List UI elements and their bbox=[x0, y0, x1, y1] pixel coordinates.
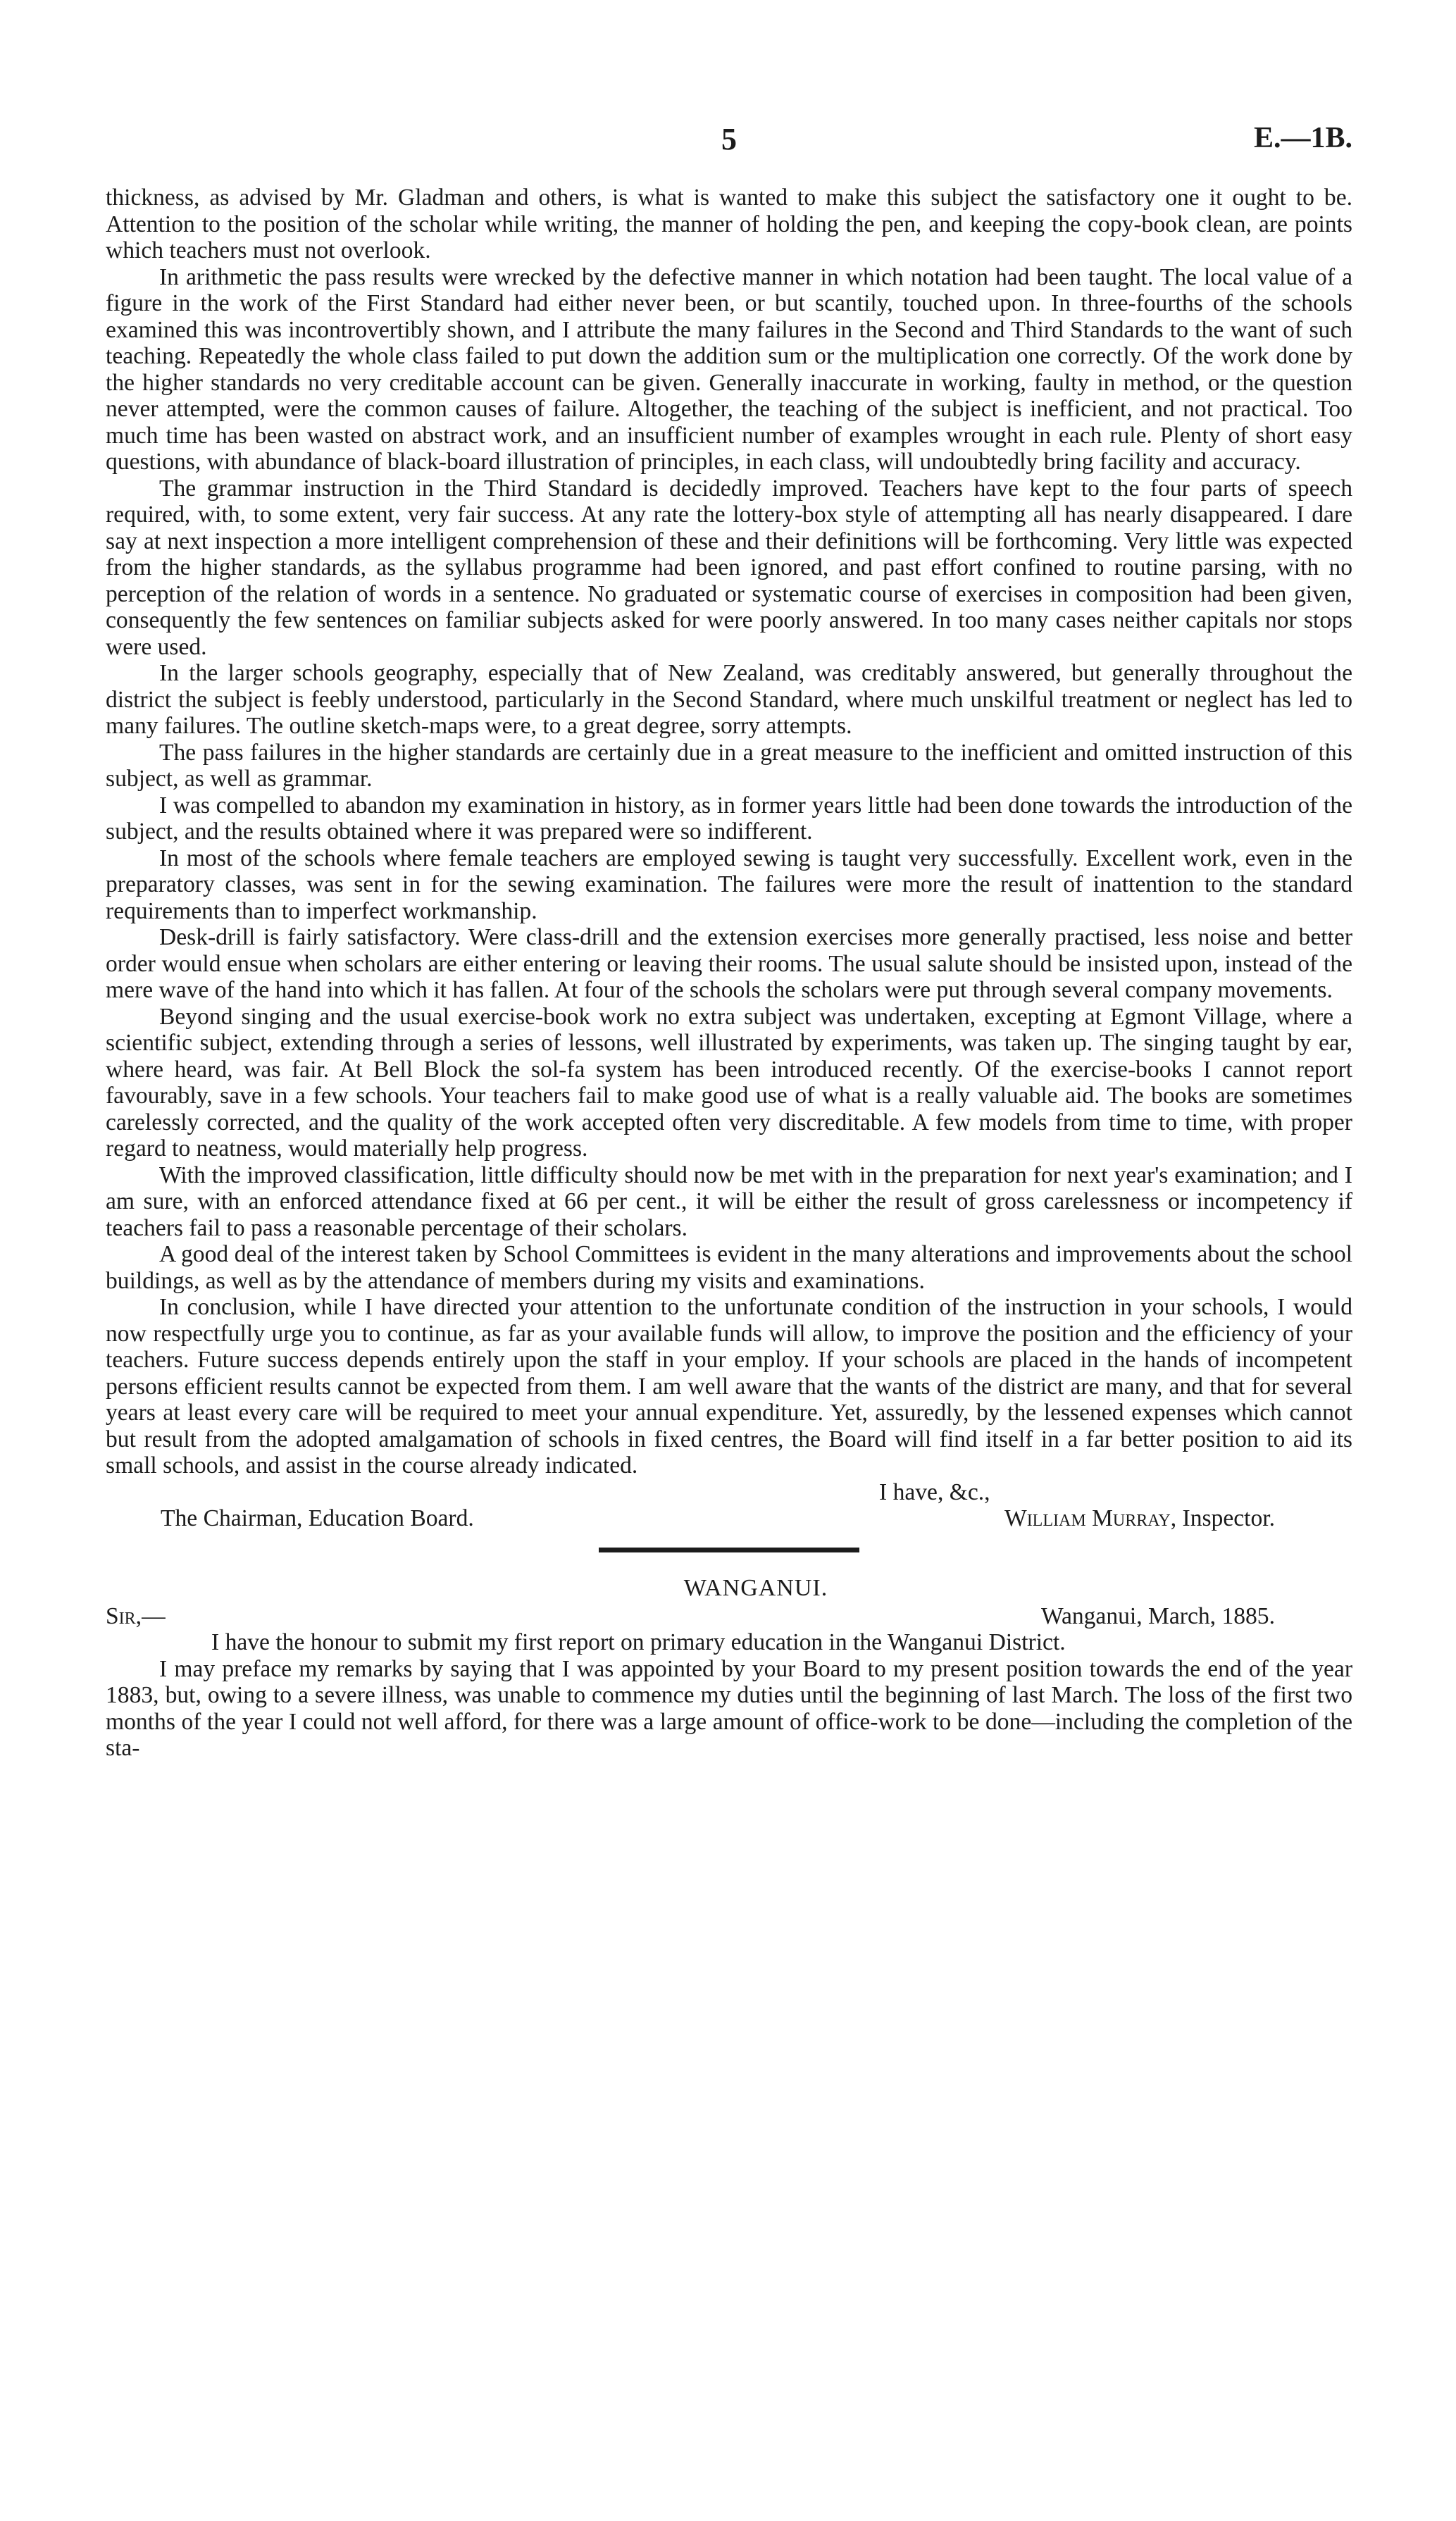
salutation: Sir,— bbox=[106, 1602, 166, 1629]
signature-name: William Murray bbox=[1004, 1505, 1171, 1531]
paragraph-history: I was compelled to abandon my examination in history, as in former years little had been done towards the introduction of the subject, and the results obtained where it was prepared were so indifferent. bbox=[106, 792, 1352, 845]
letter-opening bbox=[106, 1603, 1352, 1630]
section-divider bbox=[599, 1548, 859, 1552]
paragraph-wanganui-preface: I may preface my remarks by saying that I was appointed by your Board to my present position towards the end of the year 1883, but, owing to a severe illness, was unable to commence my duties until the beginning of last March. The loss of the first two months of the year I could not well afford, for there was a large amount of office-work to be done—including the completion of the sta- bbox=[106, 1655, 1352, 1761]
paragraph-arithmetic: In arithmetic the pass results were wrecked by the defective manner in which notation had been taught. The local value of a figure in the work of the First Standard had either never been, or but scantily, touched upon. In three-fourths of the schools examined this was incontrovertibly shown, and I attribute the many failures in the Second and Third Standards to the want of such teaching. Repeatedly the whole class failed to put down the addition sum or the multiplication one correctly. Of the work done by the higher standards no very creditable account can be given. Generally inaccurate in working, faulty in method, or the question never attempted, were the common causes of failure. Altogether, the teaching of the subject is inefficient, and not practical. Too much time has been wasted on abstract work, and an insufficient number of examples wrought in each rule. Plenty of short easy questions, with abundance of black-board illustration of principles, in each class, will undoubtedly bring facility and accuracy. bbox=[106, 263, 1352, 475]
paragraph-conclusion: In conclusion, while I have directed your attention to the unfortunate condition of the instruction in your schools, I would now respectfully urge you to continue, as far as your available funds will allow, to improve the position and the efficiency of your teachers. Future success depends entirely upon the staff in your employ. If your schools are placed in the hands of incompetent persons efficient results cannot be expected from them. I am well aware that the wants of the district are many, and that for several years at least every care will be required to meet your annual expenditure. Yet, assuredly, by the lessened expenses which cannot but result from the adopted amalgamation of schools in fixed centres, the Board will find itself in a far better position to aid its small schools, and assist in the course already indicated. bbox=[106, 1294, 1352, 1479]
closing-salutation: I have, &c., bbox=[879, 1479, 990, 1505]
paragraph-committees: A good deal of the interest taken by School Committees is evident in the many alterations and improvements about the school buildings, as well as by the attendance of members during my visits and examinations. bbox=[106, 1241, 1352, 1294]
addressee: The Chairman, Education Board. bbox=[161, 1505, 474, 1531]
paragraph-extra-subjects: Beyond singing and the usual exercise-book work no extra subject was undertaken, excepting at Egmont Village, where a scientific subject, extending through a series of lessons, well illustrated by experiments, was taken up. The singing taught by ear, where heard, was fair. At Bell Block the sol-fa system has been introduced recently. Of the exercise-books I cannot report favourably, save in a few schools. Your teachers fail to make good use of what is a really valuable aid. The books are sometimes carelessly corrected, and the quality of the work accepted often very discreditable. A few models from time to time, with proper regard to neatness, would materially help progress. bbox=[106, 1003, 1352, 1162]
place-date: Wanganui, March, 1885. bbox=[1040, 1602, 1275, 1629]
page-header bbox=[106, 121, 1352, 163]
signature-title: , Inspector. bbox=[1170, 1505, 1275, 1531]
paragraph-grammar: The grammar instruction in the Third Standard is decidedly improved. Teachers have kept to the four parts of speech required, with, to some extent, very fair success. At any rate the lottery-box style of attempting all has nearly disappeared. I dare say at next inspection a more intelligent comprehension of these and their definitions will be forthcoming. Very little was expected from the higher standards, as the syllabus programme had been ignored, and past effort confined to routine parsing, with no perception of the relation of words in a sentence. No graduated or systematic course of exercises in composition had been given, consequently the few sentences on familiar subjects asked for were poorly answered. In too many cases neither capitals nor stops were used. bbox=[106, 475, 1352, 660]
paragraph-pass-failures: The pass failures in the higher standards are certainly due in a great measure to the inefficient and omitted instruction of this subject, as well as grammar. bbox=[106, 739, 1352, 792]
paragraph-drill: Desk-drill is fairly satisfactory. Were class-drill and the extension exercises more generally practised, less noise and better order would ensue when scholars are either entering or leaving their rooms. The usual salute should be insisted upon, instead of the mere wave of the hand into which it has fallen. At four of the schools the scholars were put through several company movements. bbox=[106, 924, 1352, 1003]
paragraph-sewing: In most of the schools where female teachers are employed sewing is taught very successfully. Excellent work, even in the preparatory classes, was sent in for the sewing examination. The failures were more the result of inattention to the standard requirements than to imperfect workmanship. bbox=[106, 845, 1352, 924]
section-title: WANGANUI. bbox=[683, 1574, 828, 1601]
paragraph-geography: In the larger schools geography, especially that of New Zealand, was creditably answered, but generally throughout the district the subject is feebly understood, particularly in the Second Standard, where much unskilful treatment or neglect has led to many failures. The outline sketch-maps were, to a great degree, sorry attempts. bbox=[106, 660, 1352, 739]
page-number: 5 bbox=[721, 122, 737, 156]
paragraph-classification: With the improved classification, little difficulty should now be met with in the preparation for next year's examination; and I am sure, with an enforced attendance fixed at 66 per cent., it will be either the result of gross carelessness or incompetency if teachers fail to pass a reasonable percentage of their scholars. bbox=[106, 1162, 1352, 1241]
document-code: E.—1B. bbox=[1253, 122, 1352, 154]
paragraph-writing-continued: thickness, as advised by Mr. Gladman and others, is what is wanted to make this subject the satisfactory one it ought to be. Attention to the position of the scholar while writing, the manner of holding the pen, and keeping the copy-book clean, are points which teachers must not overlook. bbox=[106, 185, 1352, 263]
report-body bbox=[106, 185, 1352, 1762]
paragraph-wanganui-intro: I have the honour to submit my first report on primary education in the Wanganui District. bbox=[211, 1629, 1066, 1655]
signature-row bbox=[106, 1505, 1352, 1532]
signature bbox=[1004, 1505, 1275, 1532]
